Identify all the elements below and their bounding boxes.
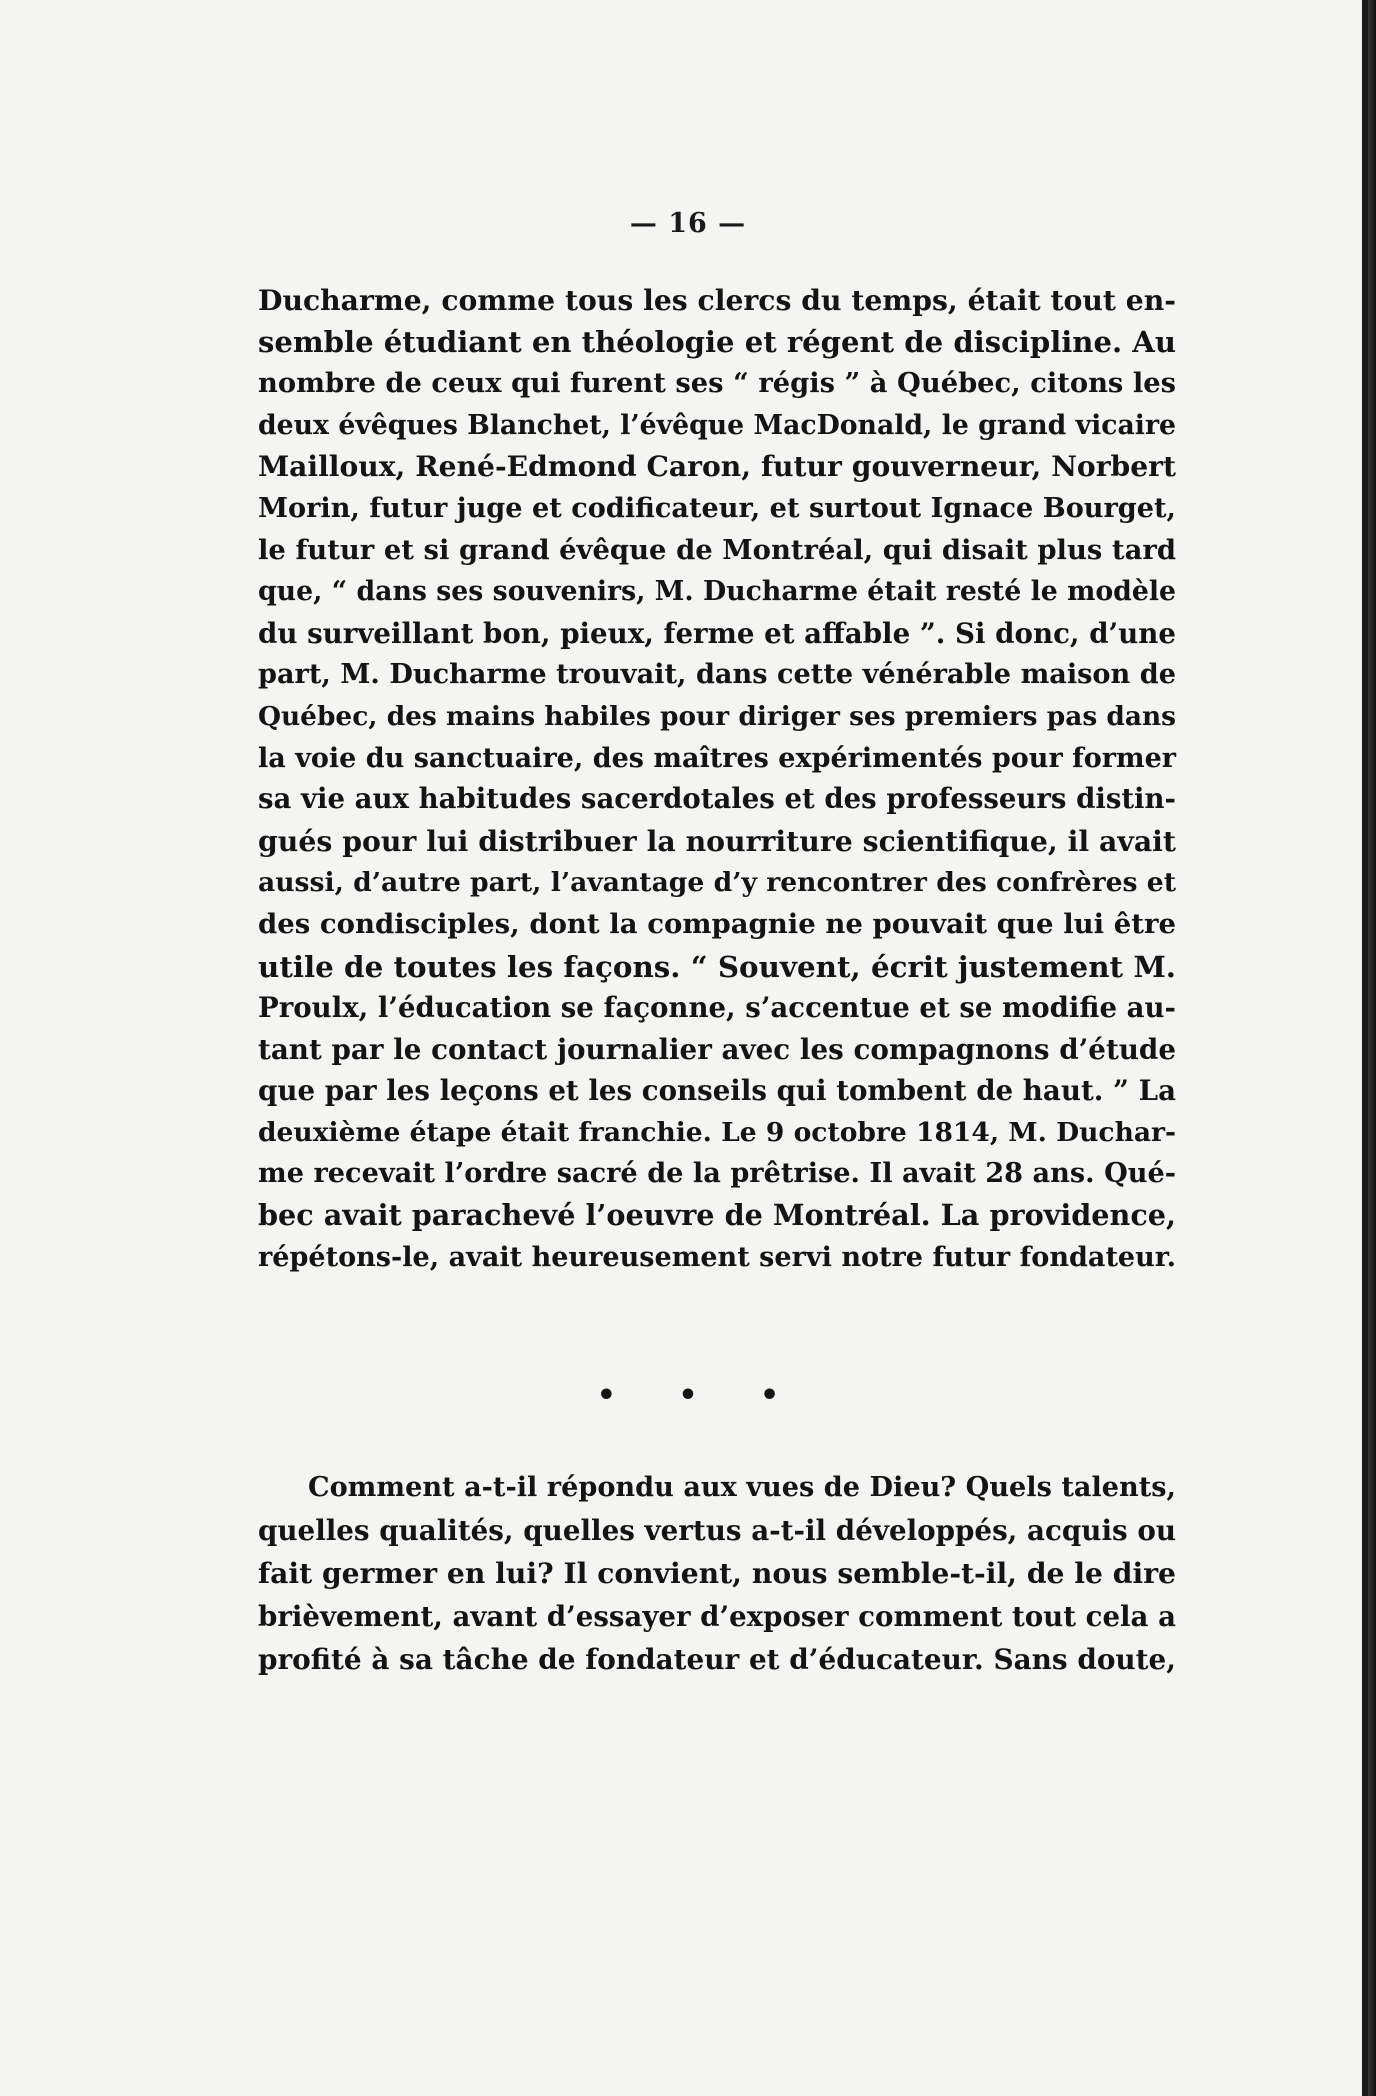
text-line: deux évêques Blanchet, l’évêque MacDonald, le grand vicaire: [258, 409, 1176, 441]
section-separator: • • •: [596, 1378, 806, 1413]
paragraph-2: [258, 1466, 1176, 1681]
text-line: que, “ dans ses souvenirs, M. Ducharme était resté le modèle: [258, 576, 1176, 608]
text-line: Comment a-t-il répondu aux vues de Dieu? Quels talents,: [308, 1472, 1176, 1503]
text-line: Morin, futur juge et codificateur, et surtout Ignace Bourget,: [258, 492, 1176, 524]
text-line: profité à sa tâche de fondateur et d’éducateur. Sans doute,: [258, 1643, 1176, 1676]
page-edge-shadow: [1368, 0, 1376, 2096]
text-line: Québec, des mains habiles pour diriger ses premiers pas dans: [258, 700, 1176, 732]
text-line: répétons-le, avait heureusement servi notre futur fondateur.: [258, 1241, 1176, 1273]
paragraph-1: [258, 280, 1176, 1278]
page-number: — 16 —: [629, 208, 747, 239]
text-line: gués pour lui distribuer la nourriture scientifique, il avait: [258, 823, 1176, 858]
text-line: sa vie aux habitudes sacerdotales et des professeurs distin-: [258, 783, 1176, 816]
text-line: Proulx, l’éducation se façonne, s’accentue et se modifie au-: [258, 991, 1176, 1025]
text-line: part, M. Ducharme trouvait, dans cette vénérable maison de: [258, 659, 1176, 691]
text-line: du surveillant bon, pieux, ferme et affable ”. Si donc, d’une: [258, 616, 1176, 650]
text-line: Ducharme, comme tous les clercs du temps, était tout en-: [258, 283, 1176, 317]
text-line: nombre de ceux qui furent ses “ régis ” à Québec, citons les: [258, 367, 1176, 400]
text-line: deuxième étape était franchie. Le 9 octobre 1814, M. Duchar-: [258, 1116, 1176, 1148]
text-line: Mailloux, René-Edmond Caron, futur gouverneur, Norbert: [258, 450, 1176, 484]
text-line: fait germer en lui? Il convient, nous semble-t-il, de le dire: [258, 1557, 1176, 1590]
text-line: le futur et si grand évêque de Montréal, qui disait plus tard: [258, 533, 1176, 566]
text-line: des condisciples, dont la compagnie ne pouvait que lui être: [258, 907, 1176, 940]
text-line: que par les leçons et les conseils qui tombent de haut. ” La: [258, 1074, 1176, 1108]
text-line: la voie du sanctuaire, des maîtres expérimentés pour former: [258, 742, 1176, 774]
text-line: semble étudiant en théologie et régent de discipline. Au: [258, 324, 1176, 359]
text-line: utile de toutes les façons. “ Souvent, écrit justement M.: [258, 948, 1176, 984]
text-line: quelles qualités, quelles vertus a-t-il développés, acquis ou: [258, 1514, 1176, 1547]
text-line: brièvement, avant d’essayer d’exposer comment tout cela a: [258, 1600, 1176, 1633]
text-line: aussi, d’autre part, l’avantage d’y rencontrer des confrères et: [258, 867, 1176, 899]
text-line: tant par le contact journalier avec les compagnons d’étude: [258, 1032, 1176, 1066]
text-line: bec avait parachevé l’oeuvre de Montréal. La providence,: [258, 1198, 1176, 1233]
text-line: me recevait l’ordre sacré de la prêtrise. Il avait 28 ans. Qué-: [258, 1158, 1176, 1190]
